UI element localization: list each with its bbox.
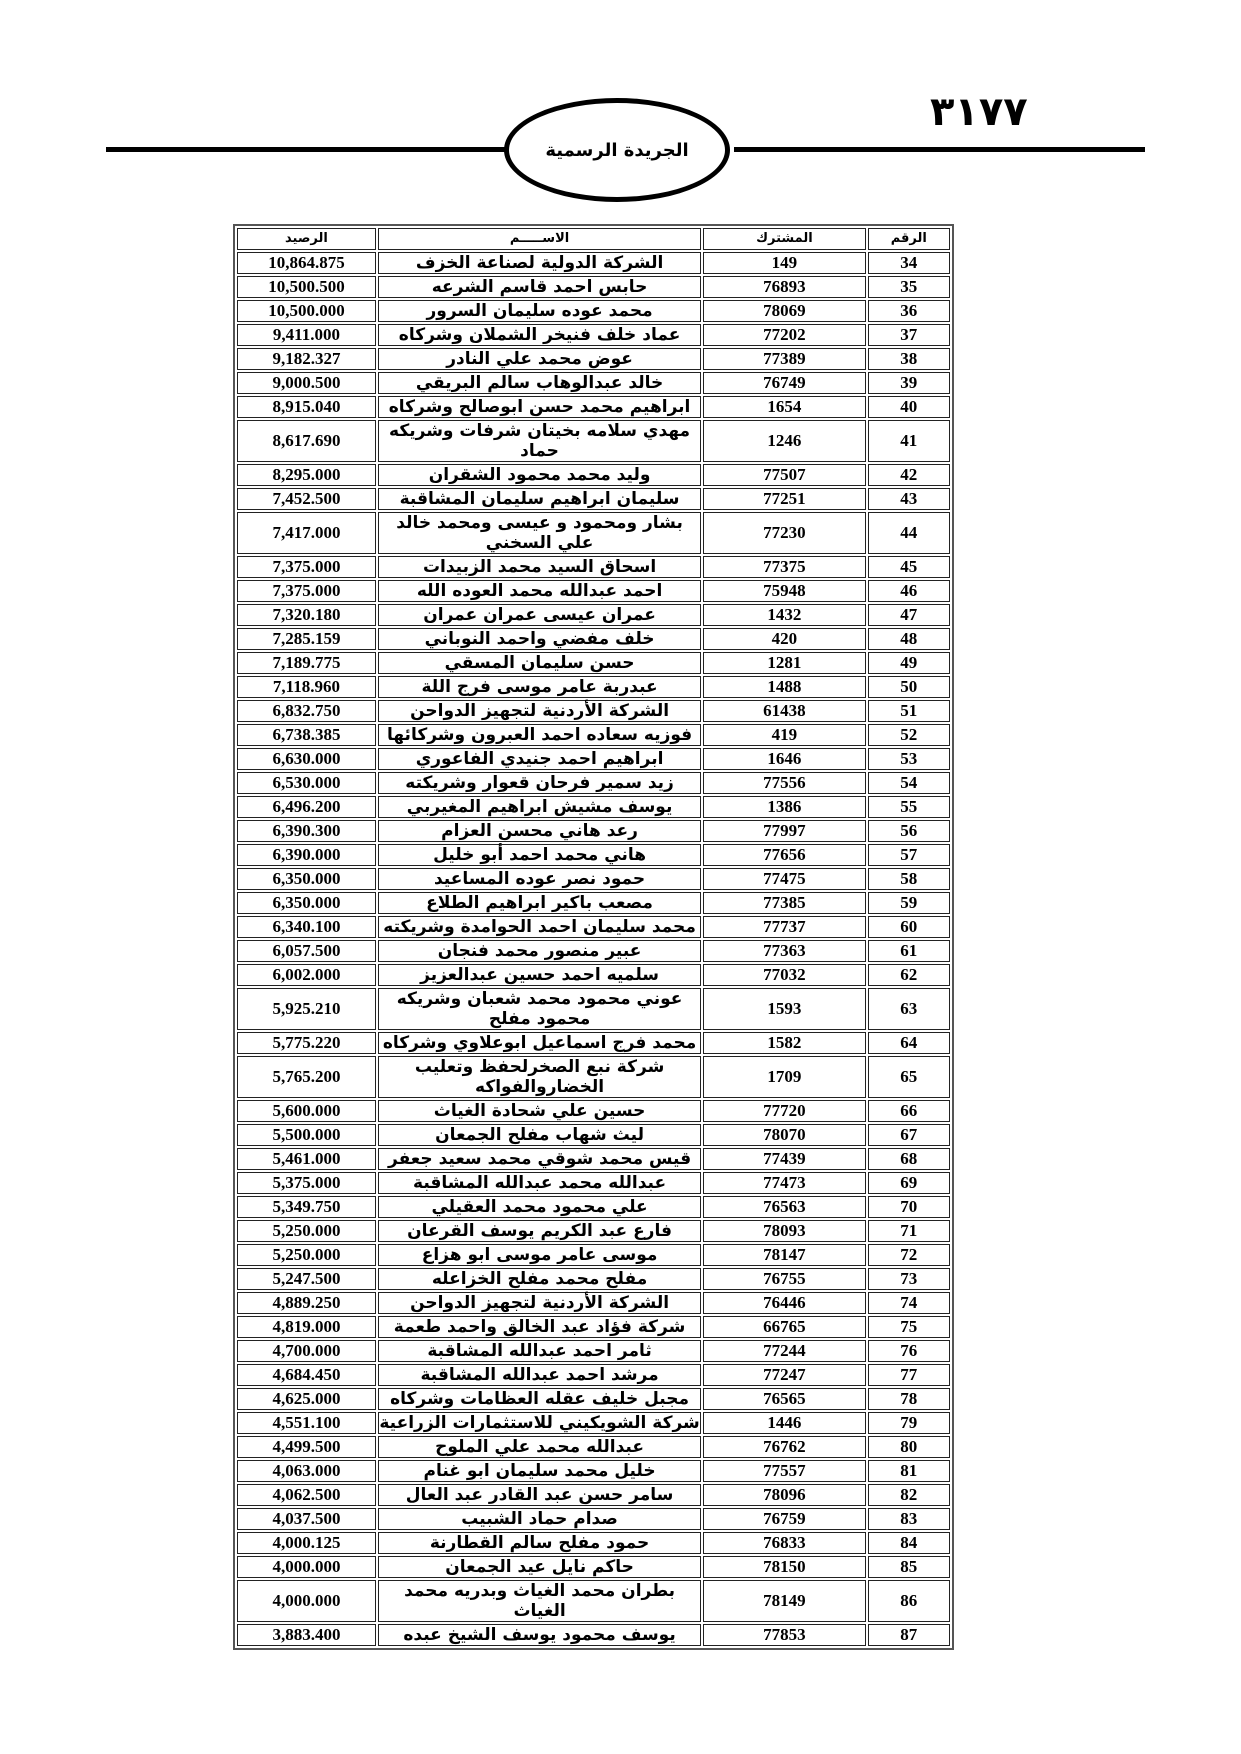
subscriber-name-cell: حسين علي شحادة الغياث: [378, 1100, 701, 1122]
table-row: [237, 372, 950, 394]
row-number-cell: 61: [868, 940, 950, 962]
subscriber-name-cell: ثامر احمد عبدالله المشاقبة: [378, 1340, 701, 1362]
row-number-cell: 75: [868, 1316, 950, 1338]
balance-cell: 6,350.000: [237, 868, 376, 890]
subscriber-id-cell: 75948: [703, 580, 865, 602]
row-number-cell: 85: [868, 1556, 950, 1578]
row-number-cell: 49: [868, 652, 950, 674]
subscriber-id-cell: 78093: [703, 1220, 865, 1242]
row-number-cell: 46: [868, 580, 950, 602]
balance-cell: 5,375.000: [237, 1172, 376, 1194]
subscriber-id-cell: 1709: [703, 1056, 865, 1098]
table-row: [237, 324, 950, 346]
table-row: [237, 964, 950, 986]
subscriber-name-cell: الشركة الأردنية لتجهيز الدواحن: [378, 700, 701, 722]
table-row: [237, 1100, 950, 1122]
table-row: [237, 1364, 950, 1386]
balance-cell: 7,285.159: [237, 628, 376, 650]
subscriber-id-cell: 78069: [703, 300, 865, 322]
table-row: [237, 1388, 950, 1410]
subscriber-id-cell: 66765: [703, 1316, 865, 1338]
table-row: [237, 868, 950, 890]
table-row: [237, 1624, 950, 1646]
subscriber-name-cell: حمود مفلح سالم القطارنة: [378, 1532, 701, 1554]
balance-cell: 5,250.000: [237, 1220, 376, 1242]
row-number-cell: 76: [868, 1340, 950, 1362]
table-row: [237, 1532, 950, 1554]
balance-cell: 7,375.000: [237, 580, 376, 602]
subscriber-id-cell: 1646: [703, 748, 865, 770]
row-number-cell: 66: [868, 1100, 950, 1122]
subscriber-id-cell: 77363: [703, 940, 865, 962]
balance-cell: 8,617.690: [237, 420, 376, 462]
subscriber-name-cell: قيس محمد شوقي محمد سعيد جعفر: [378, 1148, 701, 1170]
balance-cell: 4,000.000: [237, 1580, 376, 1622]
table-row: [237, 348, 950, 370]
row-number-cell: 71: [868, 1220, 950, 1242]
publication-title: الجريدة الرسمية: [545, 139, 689, 161]
balance-cell: 4,684.450: [237, 1364, 376, 1386]
row-number-cell: 58: [868, 868, 950, 890]
subscriber-id-cell: 77556: [703, 772, 865, 794]
table-row: [237, 1292, 950, 1314]
subscriber-id-cell: 1281: [703, 652, 865, 674]
table-row: [237, 1556, 950, 1578]
subscriber-id-cell: 1446: [703, 1412, 865, 1434]
table-row: [237, 1056, 950, 1098]
balance-cell: 5,765.200: [237, 1056, 376, 1098]
balance-cell: 5,250.000: [237, 1244, 376, 1266]
balance-cell: 6,057.500: [237, 940, 376, 962]
balance-cell: 9,182.327: [237, 348, 376, 370]
table-row: [237, 252, 950, 274]
table-row: [237, 1220, 950, 1242]
subscriber-name-cell: خالد عبدالوهاب سالم البريقي: [378, 372, 701, 394]
column-header-number: الرقم: [868, 228, 950, 250]
balance-cell: 9,000.500: [237, 372, 376, 394]
subscriber-name-cell: شركة نبع الصخرلحفظ وتعليب الخضاروالفواكه: [378, 1056, 701, 1098]
subscriber-name-cell: صدام حماد الشبيب: [378, 1508, 701, 1530]
row-number-cell: 77: [868, 1364, 950, 1386]
subscriber-id-cell: 420: [703, 628, 865, 650]
table-row: [237, 940, 950, 962]
row-number-cell: 37: [868, 324, 950, 346]
subscriber-name-cell: سلميه احمد حسين عبدالعزيز: [378, 964, 701, 986]
row-number-cell: 67: [868, 1124, 950, 1146]
balance-cell: 6,390.300: [237, 820, 376, 842]
balance-cell: 6,340.100: [237, 916, 376, 938]
subscriber-name-cell: بطران محمد الغياث وبدريه محمد الغياث: [378, 1580, 701, 1622]
row-number-cell: 48: [868, 628, 950, 650]
subscriber-name-cell: مفلح محمد مفلح الخزاعله: [378, 1268, 701, 1290]
header-rule-right: [734, 147, 1145, 152]
subscriber-id-cell: 77251: [703, 488, 865, 510]
balance-cell: 10,864.875: [237, 252, 376, 274]
subscriber-id-cell: 77202: [703, 324, 865, 346]
table-row: [237, 1268, 950, 1290]
subscriber-id-cell: 1582: [703, 1032, 865, 1054]
subscriber-name-cell: حابس احمد قاسم الشرعه: [378, 276, 701, 298]
row-number-cell: 34: [868, 252, 950, 274]
row-number-cell: 57: [868, 844, 950, 866]
table-row: [237, 1148, 950, 1170]
row-number-cell: 52: [868, 724, 950, 746]
table-row: [237, 604, 950, 626]
row-number-cell: 59: [868, 892, 950, 914]
table-row: [237, 276, 950, 298]
table-row: [237, 396, 950, 418]
subscriber-name-cell: فوزيه سعاده احمد العبرون وشركائها: [378, 724, 701, 746]
row-number-cell: 63: [868, 988, 950, 1030]
row-number-cell: 55: [868, 796, 950, 818]
balance-cell: 4,889.250: [237, 1292, 376, 1314]
table-row: [237, 796, 950, 818]
row-number-cell: 79: [868, 1412, 950, 1434]
publication-title-oval: [504, 98, 730, 202]
subscriber-name-cell: الشركة الدولية لصناعة الخزف: [378, 252, 701, 274]
subscriber-id-cell: 77507: [703, 464, 865, 486]
subscriber-id-cell: 77439: [703, 1148, 865, 1170]
subscriber-name-cell: موسى عامر موسى ابو هزاع: [378, 1244, 701, 1266]
table-row: [237, 844, 950, 866]
subscriber-id-cell: 76762: [703, 1436, 865, 1458]
balance-cell: 4,625.000: [237, 1388, 376, 1410]
subscriber-name-cell: حمود نصر عوده المساعيد: [378, 868, 701, 890]
row-number-cell: 78: [868, 1388, 950, 1410]
balance-cell: 6,390.000: [237, 844, 376, 866]
row-number-cell: 35: [868, 276, 950, 298]
row-number-cell: 50: [868, 676, 950, 698]
subscriber-id-cell: 1593: [703, 988, 865, 1030]
row-number-cell: 70: [868, 1196, 950, 1218]
subscriber-name-cell: الشركة الأردنية لتجهيز الدواحن: [378, 1292, 701, 1314]
subscriber-id-cell: 77244: [703, 1340, 865, 1362]
subscriber-id-cell: 78096: [703, 1484, 865, 1506]
balance-cell: 7,320.180: [237, 604, 376, 626]
table-row: [237, 1436, 950, 1458]
table-row: [237, 700, 950, 722]
subscriber-name-cell: رعد هاني محسن العزام: [378, 820, 701, 842]
balance-cell: 6,832.750: [237, 700, 376, 722]
subscriber-id-cell: 77997: [703, 820, 865, 842]
subscriber-name-cell: مرشد احمد عبدالله المشاقبة: [378, 1364, 701, 1386]
subscriber-name-cell: عماد خلف فنيخر الشملان وشركاه: [378, 324, 701, 346]
balance-cell: 4,063.000: [237, 1460, 376, 1482]
table-row: [237, 1244, 950, 1266]
table-row: [237, 1580, 950, 1622]
subscriber-id-cell: 77473: [703, 1172, 865, 1194]
balance-cell: 10,500.000: [237, 300, 376, 322]
subscriber-id-cell: 77737: [703, 916, 865, 938]
row-number-cell: 51: [868, 700, 950, 722]
subscriber-name-cell: وليد محمد محمود الشقران: [378, 464, 701, 486]
subscriber-id-cell: 76563: [703, 1196, 865, 1218]
table-row: [237, 772, 950, 794]
row-number-cell: 41: [868, 420, 950, 462]
row-number-cell: 65: [868, 1056, 950, 1098]
balance-cell: 6,496.200: [237, 796, 376, 818]
table-row: [237, 1032, 950, 1054]
subscriber-id-cell: 76749: [703, 372, 865, 394]
row-number-cell: 40: [868, 396, 950, 418]
balance-cell: 7,189.775: [237, 652, 376, 674]
subscriber-name-cell: شركة فؤاد عبد الخالق واحمد طعمة: [378, 1316, 701, 1338]
subscriber-id-cell: 78150: [703, 1556, 865, 1578]
subscriber-id-cell: 77853: [703, 1624, 865, 1646]
subscriber-name-cell: عمران عيسى عمران عمران: [378, 604, 701, 626]
subscriber-name-cell: علي محمود محمد العقيلي: [378, 1196, 701, 1218]
column-header-balance: الرصيد: [237, 228, 376, 250]
row-number-cell: 69: [868, 1172, 950, 1194]
balance-cell: 4,000.125: [237, 1532, 376, 1554]
balance-cell: 9,411.000: [237, 324, 376, 346]
table-header-row: [237, 228, 950, 250]
subscriber-name-cell: حسن سليمان المسقي: [378, 652, 701, 674]
subscriber-id-cell: 77032: [703, 964, 865, 986]
subscriber-name-cell: ابراهيم محمد حسن ابوصالح وشركاه: [378, 396, 701, 418]
subscriber-id-cell: 77385: [703, 892, 865, 914]
row-number-cell: 82: [868, 1484, 950, 1506]
balance-cell: 5,925.210: [237, 988, 376, 1030]
row-number-cell: 56: [868, 820, 950, 842]
subscriber-name-cell: زيد سمير فرحان قعوار وشريكته: [378, 772, 701, 794]
subscriber-id-cell: 76755: [703, 1268, 865, 1290]
subscriber-id-cell: 61438: [703, 700, 865, 722]
row-number-cell: 36: [868, 300, 950, 322]
subscriber-id-cell: 77720: [703, 1100, 865, 1122]
balance-cell: 4,819.000: [237, 1316, 376, 1338]
subscriber-name-cell: يوسف محمود يوسف الشيخ عبده: [378, 1624, 701, 1646]
subscriber-name-cell: يوسف مشيش ابراهيم المغيربي: [378, 796, 701, 818]
subscriber-name-cell: احمد عبدالله محمد العوده الله: [378, 580, 701, 602]
subscriber-id-cell: 419: [703, 724, 865, 746]
balance-cell: 8,295.000: [237, 464, 376, 486]
subscriber-id-cell: 76893: [703, 276, 865, 298]
subscriber-name-cell: محمد سليمان احمد الحوامدة وشريكته: [378, 916, 701, 938]
row-number-cell: 62: [868, 964, 950, 986]
table-row: [237, 580, 950, 602]
table-row: [237, 488, 950, 510]
table-row: [237, 1340, 950, 1362]
row-number-cell: 80: [868, 1436, 950, 1458]
row-number-cell: 44: [868, 512, 950, 554]
balance-cell: 5,500.000: [237, 1124, 376, 1146]
subscriber-name-cell: ليث شهاب مفلح الجمعان: [378, 1124, 701, 1146]
column-header-name: الاســـــم: [378, 228, 701, 250]
table-row: [237, 420, 950, 462]
row-number-cell: 64: [868, 1032, 950, 1054]
page-number: ٣١٧٧: [930, 89, 1028, 135]
balance-cell: 5,600.000: [237, 1100, 376, 1122]
balance-cell: 6,630.000: [237, 748, 376, 770]
balance-cell: 4,037.500: [237, 1508, 376, 1530]
row-number-cell: 68: [868, 1148, 950, 1170]
balance-cell: 6,530.000: [237, 772, 376, 794]
balance-cell: 10,500.500: [237, 276, 376, 298]
subscriber-name-cell: مجبل خليف عقله العظامات وشركاه: [378, 1388, 701, 1410]
subscriber-id-cell: 76759: [703, 1508, 865, 1530]
table-row: [237, 1316, 950, 1338]
subscriber-id-cell: 78147: [703, 1244, 865, 1266]
subscriber-id-cell: 1488: [703, 676, 865, 698]
balance-cell: 7,452.500: [237, 488, 376, 510]
row-number-cell: 60: [868, 916, 950, 938]
row-number-cell: 54: [868, 772, 950, 794]
row-number-cell: 38: [868, 348, 950, 370]
balance-cell: 5,775.220: [237, 1032, 376, 1054]
table-body: [237, 252, 950, 1646]
table-row: [237, 1172, 950, 1194]
subscriber-name-cell: ابراهيم احمد جنيدي الفاعوري: [378, 748, 701, 770]
balance-cell: 5,349.750: [237, 1196, 376, 1218]
table-row: [237, 676, 950, 698]
subscriber-id-cell: 78149: [703, 1580, 865, 1622]
balance-cell: 4,499.500: [237, 1436, 376, 1458]
subscriber-id-cell: 77247: [703, 1364, 865, 1386]
table-row: [237, 556, 950, 578]
balance-cell: 3,883.400: [237, 1624, 376, 1646]
subscriber-id-cell: 149: [703, 252, 865, 274]
subscriber-name-cell: عبدالله محمد علي الملوح: [378, 1436, 701, 1458]
subscriber-name-cell: خلف مفضي واحمد النوباني: [378, 628, 701, 650]
row-number-cell: 72: [868, 1244, 950, 1266]
table-row: [237, 1124, 950, 1146]
table-row: [237, 652, 950, 674]
subscriber-name-cell: عوني محمود محمد شعبان وشريكه محمود مفلح: [378, 988, 701, 1030]
subscriber-id-cell: 1246: [703, 420, 865, 462]
row-number-cell: 83: [868, 1508, 950, 1530]
table-row: [237, 1484, 950, 1506]
balance-cell: 7,118.960: [237, 676, 376, 698]
balance-cell: 4,700.000: [237, 1340, 376, 1362]
subscriber-name-cell: سامر حسن عبد القادر عبد العال: [378, 1484, 701, 1506]
subscribers-balance-table: [233, 224, 954, 1650]
subscriber-id-cell: 77475: [703, 868, 865, 890]
header-rule-left: [106, 147, 510, 152]
table-row: [237, 820, 950, 842]
subscriber-id-cell: 1386: [703, 796, 865, 818]
table-row: [237, 724, 950, 746]
balance-cell: 4,000.000: [237, 1556, 376, 1578]
row-number-cell: 81: [868, 1460, 950, 1482]
row-number-cell: 39: [868, 372, 950, 394]
subscriber-name-cell: خليل محمد سليمان ابو غنام: [378, 1460, 701, 1482]
row-number-cell: 53: [868, 748, 950, 770]
balance-cell: 4,551.100: [237, 1412, 376, 1434]
subscriber-name-cell: مهدي سلامه بخيتان شرفات وشريكه حماد: [378, 420, 701, 462]
balance-cell: 6,738.385: [237, 724, 376, 746]
subscriber-id-cell: 77230: [703, 512, 865, 554]
balance-cell: 6,350.000: [237, 892, 376, 914]
row-number-cell: 47: [868, 604, 950, 626]
row-number-cell: 73: [868, 1268, 950, 1290]
table-row: [237, 1508, 950, 1530]
subscriber-id-cell: 77656: [703, 844, 865, 866]
row-number-cell: 74: [868, 1292, 950, 1314]
subscriber-id-cell: 77375: [703, 556, 865, 578]
table-row: [237, 628, 950, 650]
table-row: [237, 300, 950, 322]
subscriber-id-cell: 1654: [703, 396, 865, 418]
subscriber-name-cell: عبير منصور محمد فنجان: [378, 940, 701, 962]
subscriber-id-cell: 77389: [703, 348, 865, 370]
table-row: [237, 916, 950, 938]
subscriber-name-cell: مصعب باكير ابراهيم الطلاع: [378, 892, 701, 914]
subscriber-name-cell: عوض محمد علي النادر: [378, 348, 701, 370]
subscriber-name-cell: فارع عبد الكريم يوسف القرعان: [378, 1220, 701, 1242]
subscriber-name-cell: بشار ومحمود و عيسى ومحمد خالد علي السخني: [378, 512, 701, 554]
subscriber-name-cell: حاكم نايل عيد الجمعان: [378, 1556, 701, 1578]
table-row: [237, 464, 950, 486]
table-row: [237, 892, 950, 914]
subscriber-name-cell: عبدالله محمد عبدالله المشاقبة: [378, 1172, 701, 1194]
subscriber-name-cell: شركة الشويكيني للاستثمارات الزراعية: [379, 1413, 700, 1433]
row-number-cell: 87: [868, 1624, 950, 1646]
subscriber-id-cell: 77557: [703, 1460, 865, 1482]
subscriber-id-cell: 76446: [703, 1292, 865, 1314]
balance-cell: 4,062.500: [237, 1484, 376, 1506]
subscriber-name-cell: محمد عوده سليمان السرور: [378, 300, 701, 322]
subscriber-name-cell: هاني محمد احمد أبو خليل: [378, 844, 701, 866]
table-row: [237, 1196, 950, 1218]
balance-cell: 8,915.040: [237, 396, 376, 418]
subscriber-name-cell: سليمان ابراهيم سليمان المشاقبة: [378, 488, 701, 510]
subscriber-id-cell: 1432: [703, 604, 865, 626]
table-row: [237, 748, 950, 770]
subscriber-name-cell: اسحاق السيد محمد الزبيدات: [378, 556, 701, 578]
balance-cell: 7,375.000: [237, 556, 376, 578]
subscriber-name-cell: عبدربة عامر موسى فرج اللة: [378, 676, 701, 698]
row-number-cell: 42: [868, 464, 950, 486]
balance-cell: 5,461.000: [237, 1148, 376, 1170]
balance-cell: 7,417.000: [237, 512, 376, 554]
balance-cell: 6,002.000: [237, 964, 376, 986]
subscriber-id-cell: 76565: [703, 1388, 865, 1410]
balance-cell: 5,247.500: [237, 1268, 376, 1290]
table-row: [237, 1412, 950, 1434]
row-number-cell: 43: [868, 488, 950, 510]
subscriber-name-cell: محمد فرج اسماعيل ابوعلاوي وشركاه: [378, 1032, 701, 1054]
subscriber-id-cell: 76833: [703, 1532, 865, 1554]
column-header-subscriber: المشترك: [703, 228, 865, 250]
subscriber-id-cell: 78070: [703, 1124, 865, 1146]
table-row: [237, 988, 950, 1030]
table-row: [237, 1460, 950, 1482]
row-number-cell: 45: [868, 556, 950, 578]
row-number-cell: 84: [868, 1532, 950, 1554]
row-number-cell: 86: [868, 1580, 950, 1622]
table-row: [237, 512, 950, 554]
